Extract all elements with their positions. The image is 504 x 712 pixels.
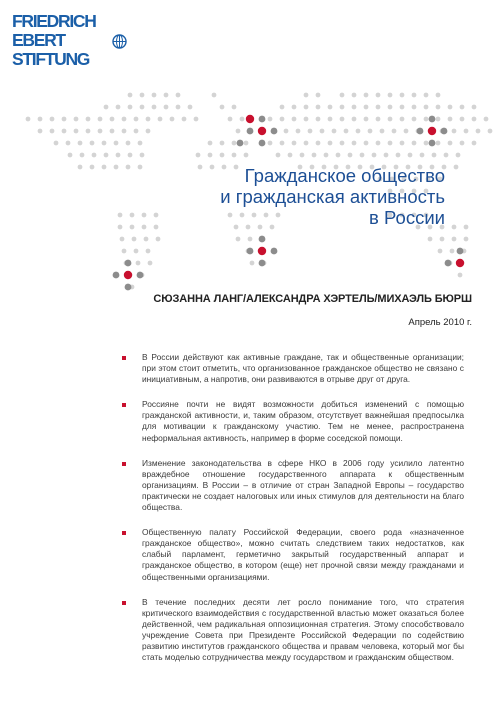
map-dot [116,153,121,158]
map-dot [136,261,141,266]
map-dot [364,105,369,110]
map-dot [376,117,381,122]
map-dot [132,237,137,242]
map-dot [228,117,233,122]
map-dot [352,93,357,98]
map-dot [445,260,452,267]
map-dot [271,128,278,135]
map-dot [138,141,143,146]
map-dot [488,129,493,134]
map-dot [62,117,67,122]
map-dot [352,141,357,146]
map-dot [472,105,477,110]
map-dot [137,272,144,279]
map-dot [452,237,457,242]
map-dot [122,129,127,134]
map-dot [472,117,477,122]
bullet-item [118,352,464,385]
summary-bullets [118,352,464,677]
map-dot [134,117,139,122]
map-dot [258,247,266,255]
map-dot [460,141,465,146]
map-dot [90,141,95,146]
map-dot [376,105,381,110]
map-dot [436,117,441,122]
map-dot [424,105,429,110]
map-dot [232,105,237,110]
bullet-item [118,458,464,513]
map-dot [476,129,481,134]
map-dot [247,128,254,135]
title-line-3: в России [369,207,445,228]
map-dot [158,117,163,122]
map-dot [340,105,345,110]
map-dot [146,117,151,122]
map-dot [208,153,213,158]
map-dot [259,260,266,267]
publication-date: Апрель 2010 г. [408,317,472,328]
map-dot [140,105,145,110]
map-dot [400,141,405,146]
map-dot [484,117,489,122]
map-dot [54,141,59,146]
bullet-marker [122,601,126,605]
map-dot [220,141,225,146]
map-dot [364,117,369,122]
map-dot [328,141,333,146]
map-dot [292,117,297,122]
map-dot [316,141,321,146]
map-dot [332,129,337,134]
map-dot [316,117,321,122]
map-dot [280,141,285,146]
map-dot [122,249,127,254]
map-dot [248,237,253,242]
map-dot [128,153,133,158]
map-dot [292,141,297,146]
map-dot [208,141,213,146]
map-dot [456,259,464,267]
map-dot [164,93,169,98]
map-dot [86,117,91,122]
map-dot [328,117,333,122]
map-dot [464,225,469,230]
map-dot [80,153,85,158]
map-dot [348,153,353,158]
map-dot [438,249,443,254]
map-dot [448,105,453,110]
map-dot [340,141,345,146]
map-dot [404,129,409,134]
map-dot [372,153,377,158]
map-dot [388,117,393,122]
map-dot [304,93,309,98]
map-dot [352,105,357,110]
map-dot [428,237,433,242]
map-dot [388,93,393,98]
map-dot [104,153,109,158]
map-dot [336,153,341,158]
logo-line-ebert: EBERT [12,30,65,50]
map-dot [448,117,453,122]
map-dot [400,105,405,110]
map-dot [456,153,461,158]
map-dot [125,260,132,267]
map-dot [176,105,181,110]
map-dot [316,105,321,110]
map-dot [280,105,285,110]
map-dot [424,117,429,122]
map-dot [152,93,157,98]
map-dot [98,117,103,122]
map-dot [304,117,309,122]
map-dot [472,141,477,146]
map-dot [312,153,317,158]
map-dot [364,93,369,98]
map-dot [50,129,55,134]
map-dot [340,93,345,98]
map-dot [86,129,91,134]
map-dot [152,105,157,110]
map-dot [444,153,449,158]
bullet-marker [122,403,126,407]
map-dot [188,105,193,110]
map-dot [220,105,225,110]
map-dot [360,153,365,158]
map-dot [244,141,249,146]
map-dot [344,129,349,134]
map-dot [450,249,455,254]
map-dot [352,117,357,122]
map-dot [259,140,266,147]
map-dot [134,249,139,254]
map-dot [424,93,429,98]
map-dot [376,93,381,98]
map-dot [400,117,405,122]
title-line-2: и гражданская активность [220,186,445,207]
map-dot [194,117,199,122]
map-dot [250,261,255,266]
map-dot [324,153,329,158]
map-dot [340,117,345,122]
map-dot [368,129,373,134]
map-dot [464,129,469,134]
map-dot [271,248,278,255]
map-dot [128,93,133,98]
map-dot [429,116,436,123]
map-dot [412,105,417,110]
map-dot [396,153,401,158]
map-dot [62,129,67,134]
map-dot [113,272,120,279]
map-dot [320,129,325,134]
bullet-item [118,527,464,582]
map-dot [436,93,441,98]
map-dot [78,141,83,146]
map-dot [236,237,241,242]
map-dot [460,105,465,110]
map-dot [236,129,241,134]
map-dot [316,93,321,98]
map-dot [122,117,127,122]
map-dot [124,271,132,279]
map-dot [428,127,436,135]
logo-line-friedrich: FRIEDRICH [12,11,96,31]
map-dot [388,105,393,110]
bullet-item [118,597,464,664]
map-dot [376,141,381,146]
map-dot [328,105,333,110]
map-dot [454,165,459,170]
map-dot [182,117,187,122]
map-dot [380,129,385,134]
map-dot [110,129,115,134]
map-dot [246,115,254,123]
map-dot [364,141,369,146]
map-dot [176,93,181,98]
map-dot [74,117,79,122]
map-dot [110,117,115,122]
map-dot [98,129,103,134]
map-dot [140,93,145,98]
bullet-text: Россияне почти не видят возможности добиться изменений с помощью гражданской активности, и, таким образом, отсутствует важнейшая предпосылка для мотивации к гражданскому участию. Тем не менее, распространена неформальная активность, например в форме соседской помощи. [142,399,464,443]
map-dot [388,141,393,146]
map-dot [464,237,469,242]
map-dot [68,153,73,158]
map-dot [412,141,417,146]
map-dot [417,128,424,135]
map-dot [247,248,254,255]
map-dot [292,105,297,110]
map-dot [296,129,301,134]
logo-line-stiftung: STIFTUNG [12,49,90,69]
bullet-marker [122,462,126,466]
map-dot [424,141,429,146]
map-dot [412,117,417,122]
map-dot [116,105,121,110]
map-dot [38,129,43,134]
bullet-marker [122,531,126,535]
map-dot [384,153,389,158]
map-dot [420,153,425,158]
map-dot [268,117,273,122]
map-dot [400,93,405,98]
bullet-text: В России действуют как активные граждане, так и общественные организации; при этом стоит отметить, что организованное гражданское общество не связано с инициативным, а напротив, они развиваются в отрыве друг от друга. [142,352,464,385]
map-dot [441,128,448,135]
map-dot [259,116,266,123]
map-dot [436,105,441,110]
title-line-1: Гражданское общество [244,165,445,186]
map-dot [432,153,437,158]
map-dot [448,141,453,146]
bullet-item [118,399,464,443]
bullet-text: В течение последних десяти лет росло понимание того, что стратегия критического взаимодействия с государственной властью может оказаться более действенной, чем радикальная оппозиционная стратегия. Этому способствовало учреждение Совета при Президенте Российской Федерации по содействию развитию институтов гражданского общества и правам человека, который мог бы стать моделью сотрудничества между государством и гражданским обществом. [142,596,464,663]
map-dot [164,105,169,110]
map-dot [304,141,309,146]
map-dot [284,129,289,134]
bullet-marker [122,356,126,360]
map-dot [156,237,161,242]
map-dot [92,153,97,158]
map-dot [170,117,175,122]
map-dot [148,261,153,266]
map-dot [280,117,285,122]
map-dot [412,93,417,98]
map-dot [66,141,71,146]
map-dot [268,141,273,146]
map-dot [232,141,237,146]
map-dot [240,117,245,122]
map-dot [38,117,43,122]
map-dot [104,105,109,110]
map-dot [452,225,457,230]
map-dot [429,140,436,147]
map-dot [304,105,309,110]
map-dot [300,153,305,158]
map-dot [220,153,225,158]
map-dot [134,129,139,134]
map-dot [50,117,55,122]
map-dot [146,129,151,134]
map-dot [212,93,217,98]
map-dot [244,153,249,158]
bullet-text: Изменение законодательства в сфере НКО в 2006 году усилило латентно враждебное отношение государственного аппарата к общественным организациям. В России – в отличие от стран Западной Европы – государство практически не создает налоговых или иных стимулов для деятельности на благо общества. [142,457,464,513]
map-dot [408,153,413,158]
map-dot [436,141,441,146]
map-dot [458,273,463,278]
map-dot [259,236,266,243]
map-dot [26,117,31,122]
globe-icon [112,34,127,49]
map-dot [146,249,151,254]
page-title [0,165,445,228]
map-dot [440,237,445,242]
map-dot [74,129,79,134]
map-dot [114,141,119,146]
map-dot [196,153,201,158]
map-dot [128,105,133,110]
map-dot [120,237,125,242]
map-dot [126,141,131,146]
map-dot [144,237,149,242]
map-dot [276,153,281,158]
map-dot [237,140,244,147]
map-dot [102,141,107,146]
map-dot [258,127,266,135]
map-dot [308,129,313,134]
map-dot [140,153,145,158]
map-dot [460,117,465,122]
map-dot [457,248,464,255]
fes-logo [12,12,147,70]
map-dot [392,129,397,134]
map-dot [125,284,132,291]
bullet-text: Общественную палату Российской Федерации, своего рода «назначенное гражданское общество», можно считать следствием таких недостатков, как слабый парламент, герметично закрытый государственный аппарат и гражданское общество, в котором (еще) нет прочной связи между гражданами и общественными организациями. [142,527,464,582]
map-dot [232,153,237,158]
authors: СЮЗАННА ЛАНГ/АЛЕКСАНДРА ХЭРТЕЛЬ/МИХАЭЛЬ БЮРШ [153,293,472,305]
map-dot [356,129,361,134]
map-dot [288,153,293,158]
map-dot [452,129,457,134]
